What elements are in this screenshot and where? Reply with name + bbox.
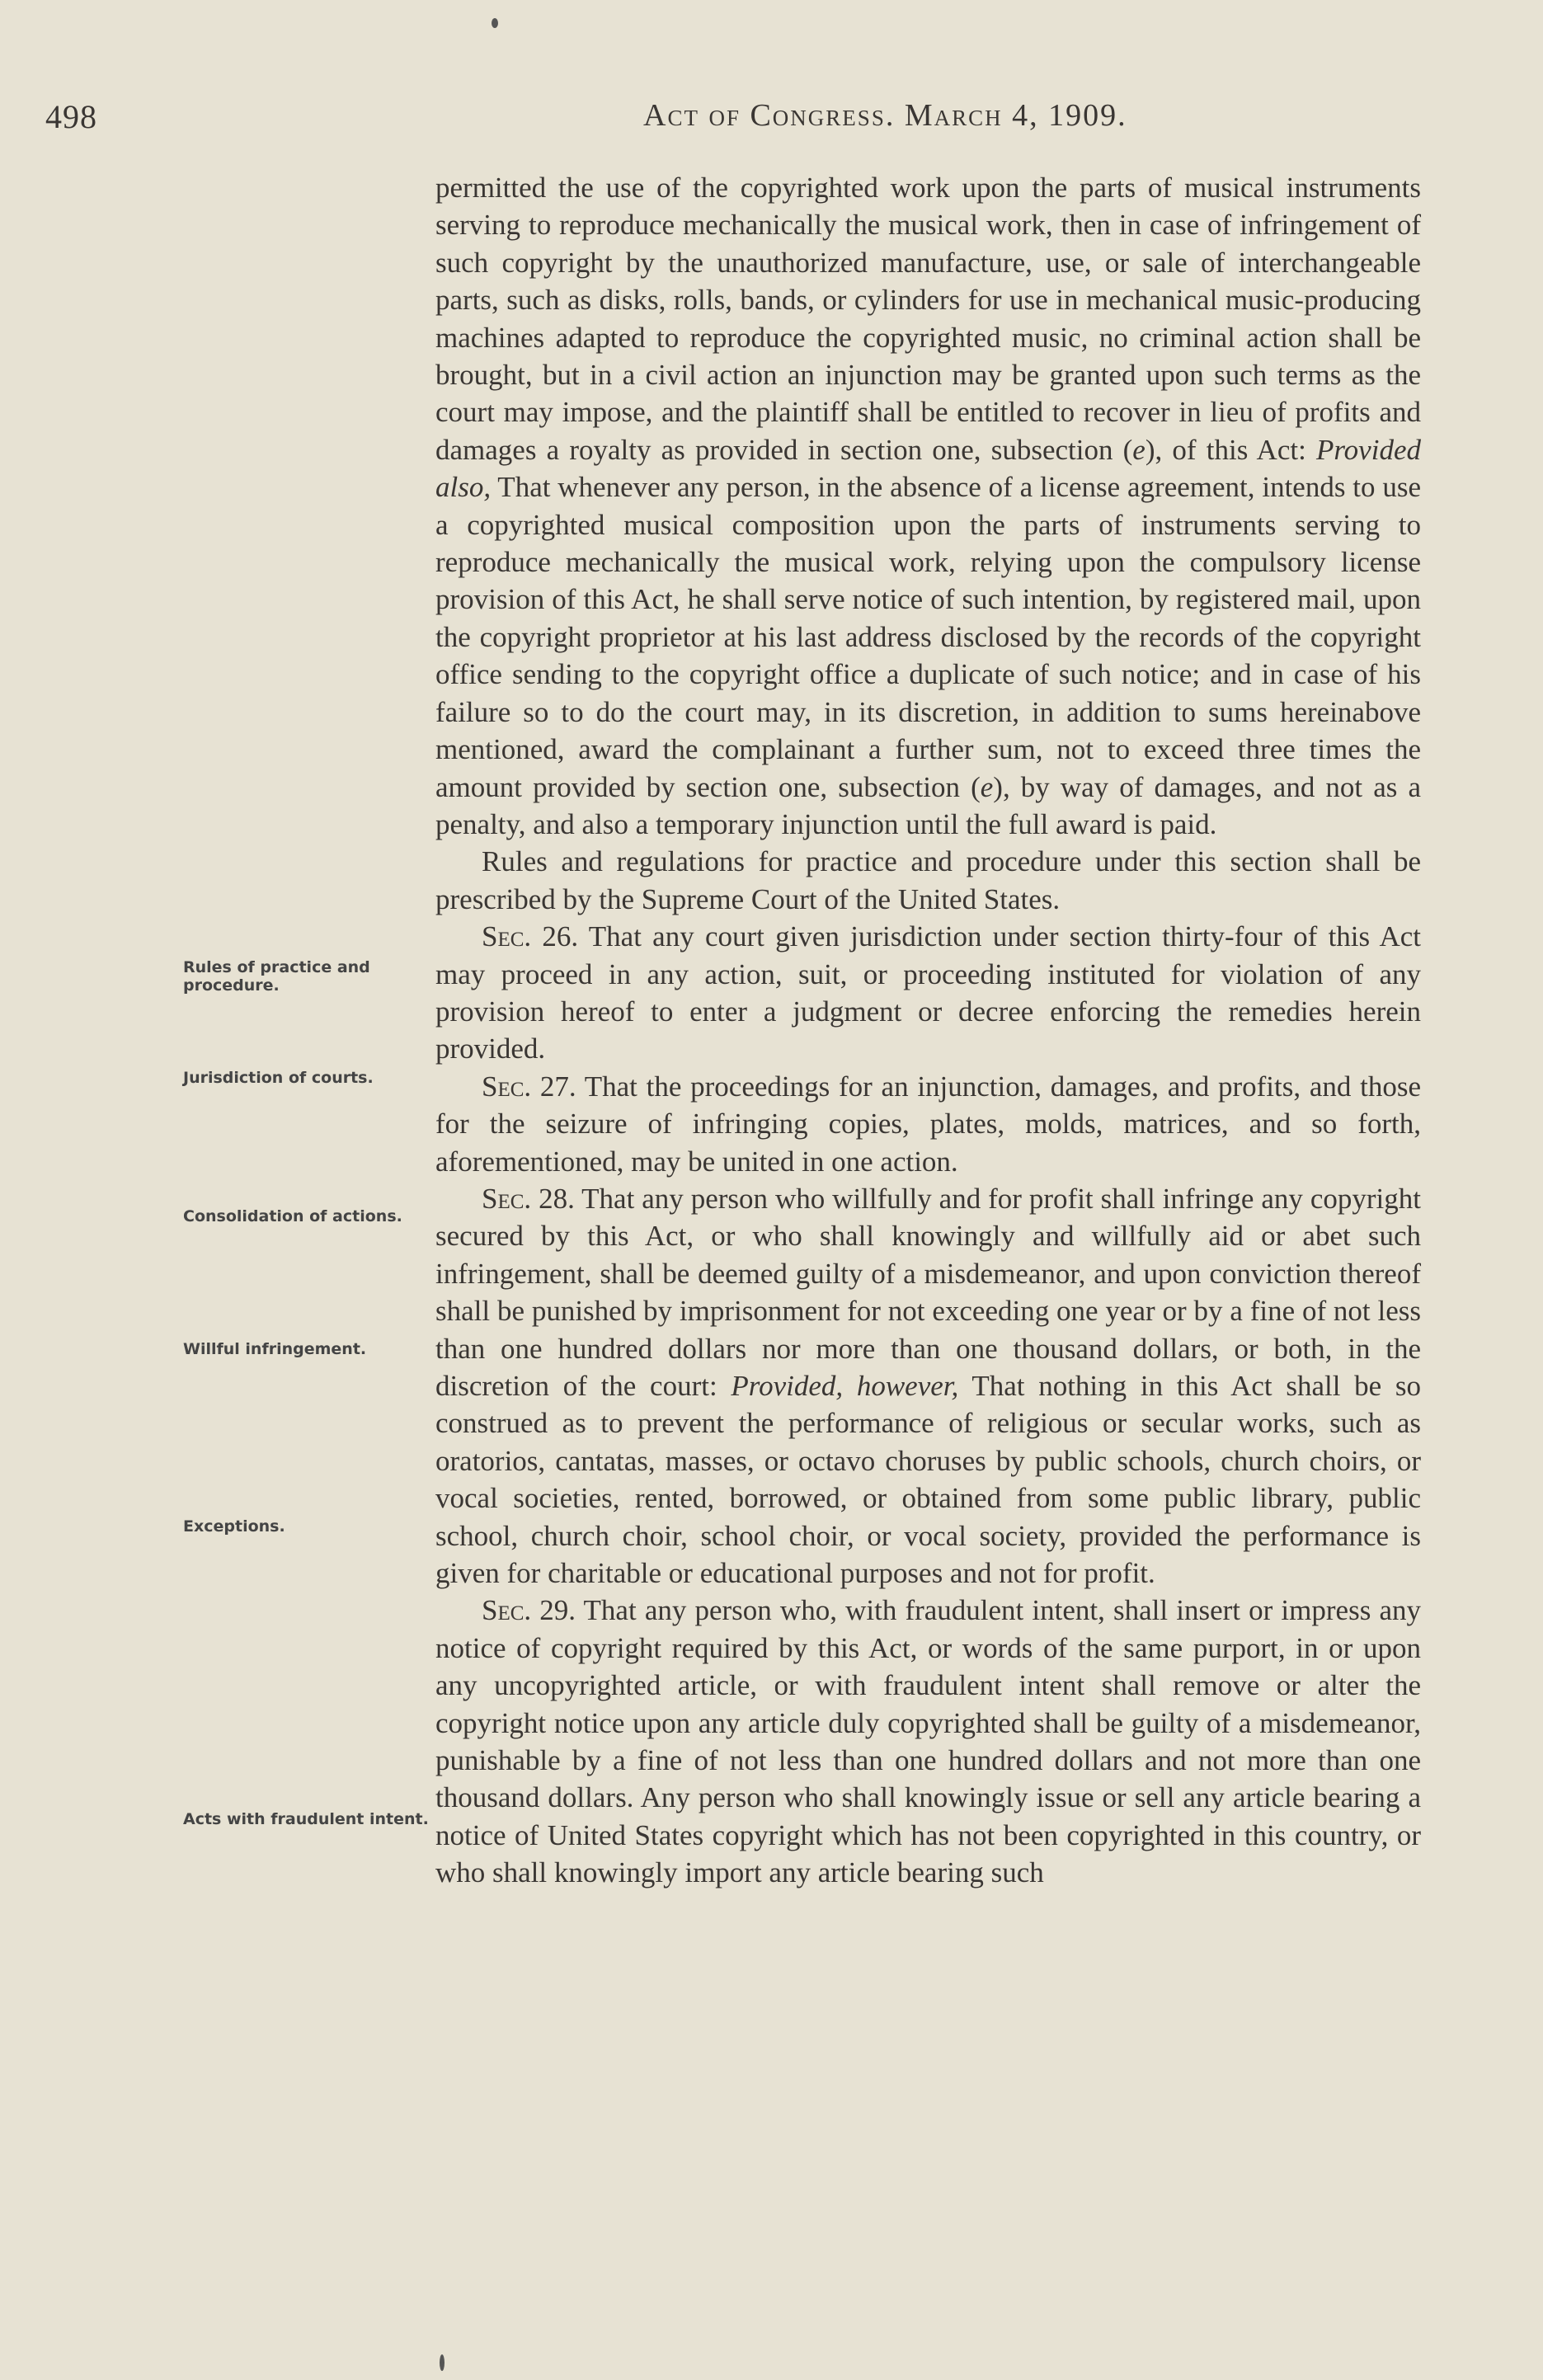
margin-note-willful: Willful infringement. (183, 1340, 367, 1358)
running-head: Act of Congress. March 4, 1909. (643, 98, 1127, 133)
margin-note-rules: Rules of practice and procedure. (183, 958, 370, 995)
margin-note-fraudulent: Acts with fraudulent intent. (183, 1810, 429, 1828)
paragraph-sec-27: Sec. 27. That the proceedings for an injunction, damages, and profits, and those for the seizure of infringing copies, plates, molds, matrices, and so forth, aforementioned, may be united in one action. (435, 1070, 1421, 1178)
scan-speck-top (492, 18, 498, 28)
margin-note-jurisdiction: Jurisdiction of courts. (183, 1069, 374, 1087)
scan-speck-bottom (440, 2354, 445, 2371)
margin-note-exceptions: Exceptions. (183, 1517, 285, 1536)
margin-note-consolidation: Consolidation of actions. (183, 1207, 402, 1225)
page-number: 498 (45, 98, 97, 135)
paragraph-sec-28: Sec. 28. That any person who willfully and for profit shall infringe any copyright secured by this Act, or who shall knowingly and willfully aid or abet such infringement, shall be deemed guilty of a misdemeanor, and upon conviction thereof shall be punished by imprisonment for not exceeding one year or by a fine of not less than one hundred dollars nor more than one thousand dollars, or both, in the discretion of the court: Provided, however, That nothing in this Act shall be so construed as to prevent the performance of religious or secular works, such as oratorios, cantatas, masses, or octavo choruses by public schools, church choirs, or vocal societies, rented, borrowed, or obtained from some public library, public school, church choir, school choir, or vocal society, provided the performance is given for charitable or educational purposes and not for profit. (435, 1182, 1422, 1590)
paragraph-sec-29: Sec. 29. That any person who, with fraudulent intent, shall insert or impress any notice of copyright required by this Act, or words of the same purport, in or upon any uncopyrighted article, or with fraudulent intent shall remove or alter the copyright notice upon any article duly copyrighted shall be guilty of a misdemeanor, punishable by a fine of not less than one hundred dollars and not more than one thousand dollars. Any person who shall knowingly issue or sell any article bearing a notice of United States copyright which has not been copyrighted in this country, or who shall knowingly import any article bearing such (435, 1594, 1421, 1889)
section-label: Sec. 26. (482, 920, 579, 953)
section-label: Sec. 28. (482, 1182, 575, 1215)
body-text (435, 169, 1421, 1892)
section-label: Sec. 29. (482, 1594, 576, 1627)
paragraph-sec-26: Sec. 26. That any court given jurisdiction under section thirty-four of this Act may proceed in any action, suit, or proceeding instituted for violation of any provision hereof to enter a judgment or decree enforcing the remedies herein provided. (435, 920, 1422, 1065)
section-label: Sec. 27. (482, 1070, 576, 1103)
paragraph-continuation: permitted the use of the copyrighted work upon the parts of musical instruments serving to reproduce mechanically the musical work, then in case of infringement of such copyright by the unauthorized manufacture, use, or sale of interchangeable parts, such as disks, rolls, bands, or cylinders for use in mechanical music-producing machines adapted to reproduce the copyrighted music, no criminal action shall be brought, but in a civil action an injunction may be granted upon such terms as the court may impose, and the plaintiff shall be entitled to recover in lieu of profits and damages a royalty as provided in section one, subsection (e), of this Act: Provided also, That whenever any person, in the absence of a license agreement, intends to use a copyrighted musical composition upon the parts of instruments serving to reproduce mechanically the musical work, relying upon the compulsory license provision of this Act, he shall serve notice of such intention, by registered mail, upon the copyright proprietor at his last address disclosed by the records of the copyright office sending to the copyright office a duplicate of such notice; and in case of his failure so to do the court may, in its discretion, in addition to sums hereinabove mentioned, award the complainant a further sum, not to exceed three times the amount provided by section one, subsection (e), by way of damages, and not as a penalty, and also a temporary injunction until the full award is paid. (435, 172, 1421, 840)
paragraph-rules: Rules and regulations for practice and procedure under this section shall be prescribed by the Supreme Court of the United States. (435, 845, 1421, 915)
